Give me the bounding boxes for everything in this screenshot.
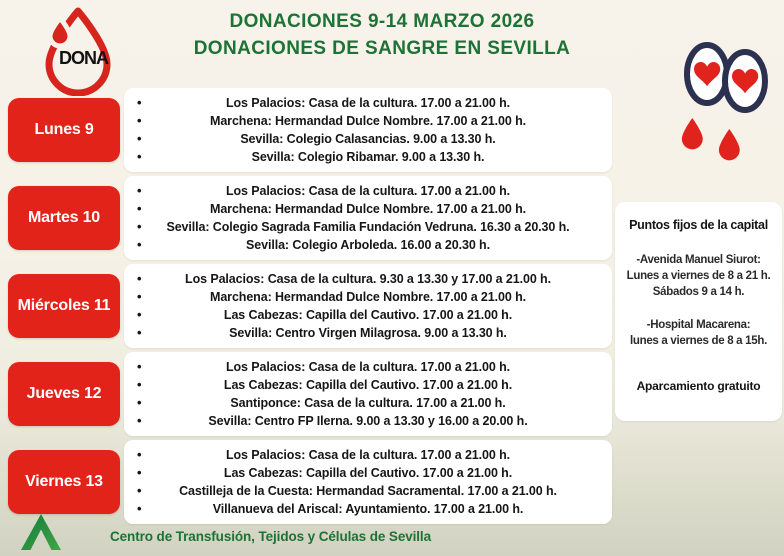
schedule-entry: • Las Cabezas: Capilla del Cautivo. 17.00 a 21.00 h. — [132, 466, 604, 480]
heart-eyes-icon — [666, 34, 778, 166]
page-title — [120, 8, 644, 62]
day-entries-jueves — [124, 352, 612, 436]
fixed-points-heading: Puntos fijos de la capital — [629, 218, 768, 232]
schedule-entry: • Los Palacios: Casa de la cultura. 17.00 a 21.00 h. — [132, 360, 604, 374]
schedule-entry: • Marchena: Hermandad Dulce Nombre. 17.00 a 21.00 h. — [132, 114, 604, 128]
schedule-rows — [8, 88, 612, 524]
schedule-entry: • Villanueva del Ariscal: Ayuntamiento. 17.00 a 21.00 h. — [132, 502, 604, 516]
schedule-entry: • Marchena: Hermandad Dulce Nombre. 17.00 a 21.00 h. — [132, 202, 604, 216]
schedule-entry: • Los Palacios: Casa de la cultura. 17.00 a 21.00 h. — [132, 448, 604, 462]
parking-note: Aparcamiento gratuito — [636, 379, 761, 393]
schedule-entry: • Las Cabezas: Capilla del Cautivo. 17.00 a 21.00 h. — [132, 378, 604, 392]
schedule-entry: • Sevilla: Colegio Ribamar. 9.00 a 13.30 h. — [132, 150, 604, 164]
andalucia-a-svg — [18, 512, 64, 552]
day-row-jueves — [8, 352, 612, 436]
day-row-viernes — [8, 440, 612, 524]
schedule-entry: • Los Palacios: Casa de la cultura. 9.30 a 13.30 y 17.00 a 21.00 h. — [132, 272, 604, 286]
day-row-lunes — [8, 88, 612, 172]
fixed-point-siurot — [619, 252, 778, 300]
title-line-2: DONACIONES DE SANGRE EN SEVILLA — [193, 38, 571, 59]
fixed-point-name: -Hospital Macarena: — [646, 319, 751, 331]
schedule-entry: • Los Palacios: Casa de la cultura. 17.00 a 21.00 h. — [132, 184, 604, 198]
schedule-entry: • Sevilla: Colegio Calasancias. 9.00 a 13.30 h. — [132, 132, 604, 146]
day-row-miercoles — [8, 264, 612, 348]
fixed-points-panel — [615, 202, 782, 421]
fixed-point-macarena — [619, 317, 778, 349]
fixed-point-hours: Sábados 9 a 14 h. — [652, 286, 745, 298]
schedule-entry: • Sevilla: Centro Virgen Milagrosa. 9.00 a 13.30 h. — [132, 326, 604, 340]
schedule-entry: • Sevilla: Centro FP Ilerna. 9.00 a 13.30 y 16.00 a 20.00 h. — [132, 414, 604, 428]
schedule-entry: • Los Palacios: Casa de la cultura. 17.00 a 21.00 h. — [132, 96, 604, 110]
fixed-point-name: -Avenida Manuel Siurot: — [636, 254, 761, 266]
dona-logo-text: DONA — [59, 48, 108, 68]
dona-blood-drop-logo — [36, 4, 120, 96]
title-line-1: DONACIONES 9-14 MARZO 2026 — [229, 11, 535, 32]
schedule-entry: • Sevilla: Colegio Arboleda. 16.00 a 20.30 h. — [132, 238, 604, 252]
footer-org-name: Centro de Transfusión, Tejidos y Células de Sevilla — [110, 529, 431, 544]
fixed-point-hours: lunes a viernes de 8 a 15h. — [629, 335, 767, 347]
schedule-entry: • Marchena: Hermandad Dulce Nombre. 17.00 a 21.00 h. — [132, 290, 604, 304]
schedule-entry: • Sevilla: Colegio Sagrada Familia Fundación Vedruna. 16.30 a 20.30 h. — [132, 220, 604, 234]
day-entries-miercoles — [124, 264, 612, 348]
schedule-entry: • Castilleja de la Cuesta: Hermandad Sacramental. 17.00 a 21.00 h. — [132, 484, 604, 498]
schedule-entry: • Las Cabezas: Capilla del Cautivo. 17.00 a 21.00 h. — [132, 308, 604, 322]
day-label-jueves: Jueves 12 — [8, 362, 120, 426]
day-entries-martes — [124, 176, 612, 260]
day-label-martes: Martes 10 — [8, 186, 120, 250]
day-entries-viernes — [124, 440, 612, 524]
blood-drop-outline-icon — [36, 4, 120, 96]
heart-eyes-drops-svg — [666, 34, 778, 166]
schedule-entry: • Santiponce: Casa de la cultura. 17.00 a 21.00 h. — [132, 396, 604, 410]
day-row-martes — [8, 176, 612, 260]
fixed-point-hours: Lunes a viernes de 8 a 21 h. — [626, 270, 771, 282]
day-label-miercoles: Miércoles 11 — [8, 274, 120, 338]
day-entries-lunes — [124, 88, 612, 172]
junta-de-andalucia-logo-icon — [18, 512, 64, 552]
day-label-viernes: Viernes 13 — [8, 450, 120, 514]
day-label-lunes: Lunes 9 — [8, 98, 120, 162]
